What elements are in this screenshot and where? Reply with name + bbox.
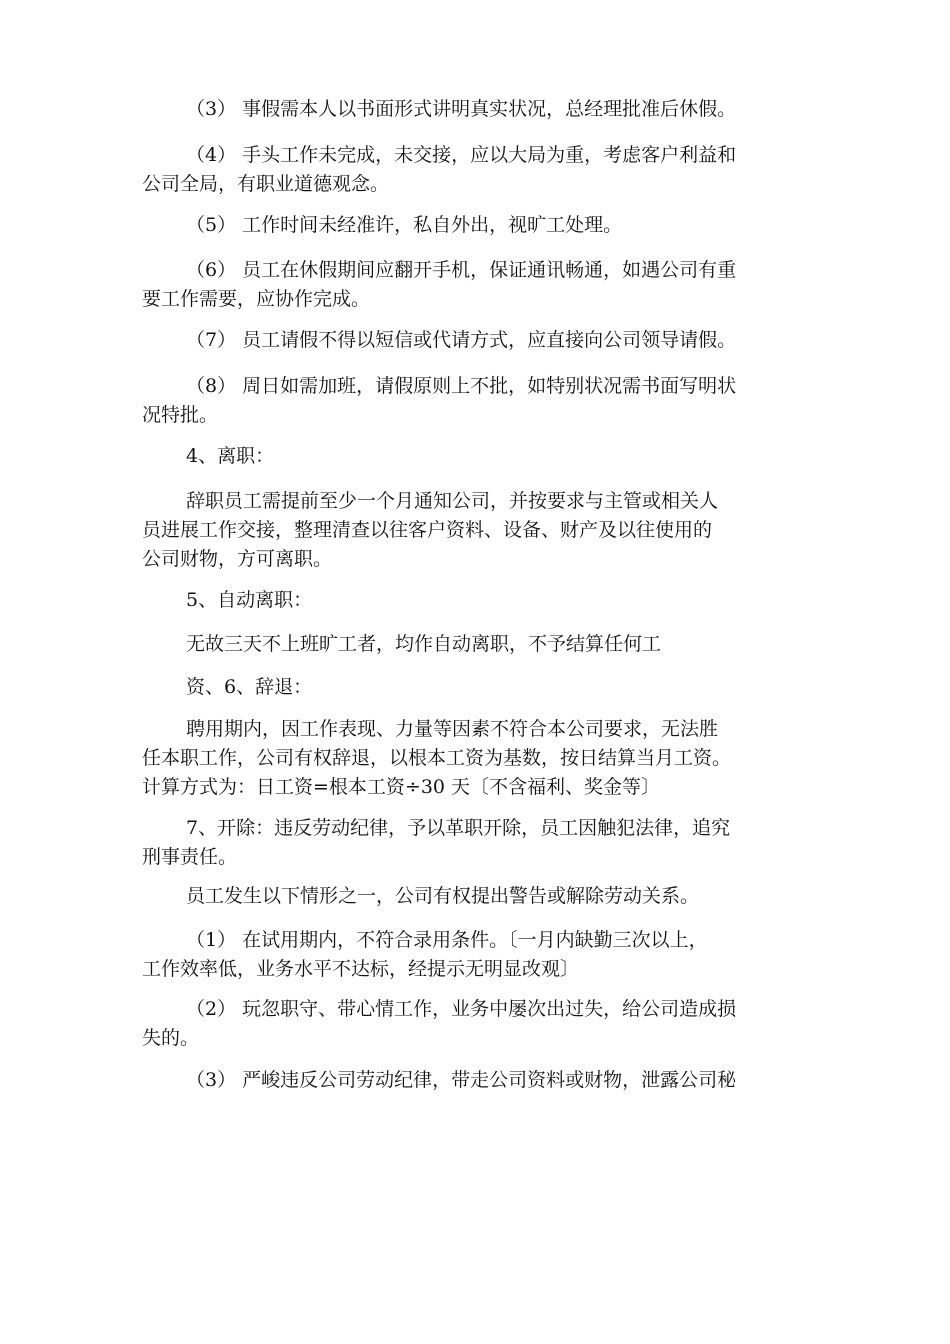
text-line: （3） 事假需本人以书面形式讲明真实状况，总经理批准后休假。	[186, 98, 737, 120]
text-line: 无故三天不上班旷工者，均作自动离职，不予结算任何工	[186, 633, 662, 655]
text-line: 5、自动离职：	[186, 589, 313, 611]
text-line: 员工发生以下情形之一，公司有权提出警告或解除劳动关系。	[186, 885, 700, 907]
section-heading-auto-resignation	[142, 586, 832, 615]
text-line: 公司财物，方可离职。	[142, 548, 333, 570]
paragraph-serious-violation	[142, 1066, 832, 1095]
text-line: （1） 在试用期内，不符合录用条件。〔一月内缺勤三次以上，	[186, 929, 708, 951]
text-line: 要工作需要，应协作完成。	[142, 288, 371, 310]
paragraph-warning-conditions	[142, 882, 832, 911]
text-line: （3） 严峻违反公司劳动纪律，带走公司资料或财物，泄露公司秘	[186, 1069, 737, 1091]
paragraph-leave-request-method	[142, 326, 832, 355]
text-line: 况特批。	[142, 404, 219, 426]
text-line: （8） 周日如需加班，请假原则上不批，如特别状况需书面写明状	[186, 375, 737, 397]
text-line: 资、6、辞退：	[186, 676, 313, 698]
text-line: 4、离职：	[186, 445, 275, 467]
text-line: （2） 玩忽职守、带心情工作，业务中屡次出过失，给公司造成损	[186, 998, 737, 1020]
text-line: 7、开除：违反劳动纪律，予以革职开除，员工因触犯法律，追究	[186, 817, 731, 839]
paragraph-probation-condition	[142, 926, 832, 984]
text-line: 员进展工作交接，整理清查以往客户资料、设备、财产及以往使用的	[142, 519, 713, 541]
paragraph-leave-written-request	[142, 95, 832, 124]
text-line: 失的。	[142, 1027, 200, 1049]
paragraph-resignation	[142, 487, 832, 574]
text-line: （7） 员工请假不得以短信或代请方式，应直接向公司领导请假。	[186, 329, 737, 351]
paragraph-negligence-condition	[142, 995, 832, 1053]
text-line: 计算方式为：日工资=根本工资÷30 天〔不含福利、奖金等〕	[142, 776, 661, 798]
text-line: 公司全局，有职业道德观念。	[142, 173, 390, 195]
section-heading-resignation	[142, 442, 832, 471]
text-line: 聘用期内，因工作表现、力量等因素不符合本公司要求，无法胜	[186, 718, 719, 740]
text-line: 任本职工作，公司有权辞退，以根本工资为基数，按日结算当月工资。	[142, 747, 732, 769]
text-line: 刑事责任。	[142, 846, 238, 868]
paragraph-unauthorized-absence	[142, 211, 832, 240]
text-line: （5） 工作时间未经准许，私自外出，视旷工处理。	[186, 214, 623, 236]
paragraph-sunday-overtime	[142, 372, 832, 430]
paragraph-expulsion	[142, 814, 832, 872]
text-line: （6） 员工在休假期间应翻开手机，保证通讯畅通，如遇公司有重	[186, 259, 737, 281]
section-heading-dismissal	[142, 673, 832, 702]
paragraph-phone-on-leave	[142, 256, 832, 314]
paragraph-unfinished-work	[142, 141, 832, 199]
paragraph-auto-resignation	[142, 630, 832, 659]
text-line: （4） 手头工作未完成，未交接，应以大局为重，考虑客户利益和	[186, 144, 737, 166]
text-line: 辞职员工需提前至少一个月通知公司，并按要求与主管或相关人	[186, 490, 719, 512]
text-line: 工作效率低，业务水平不达标，经提示无明显改观〕	[142, 958, 580, 980]
paragraph-dismissal	[142, 715, 832, 802]
